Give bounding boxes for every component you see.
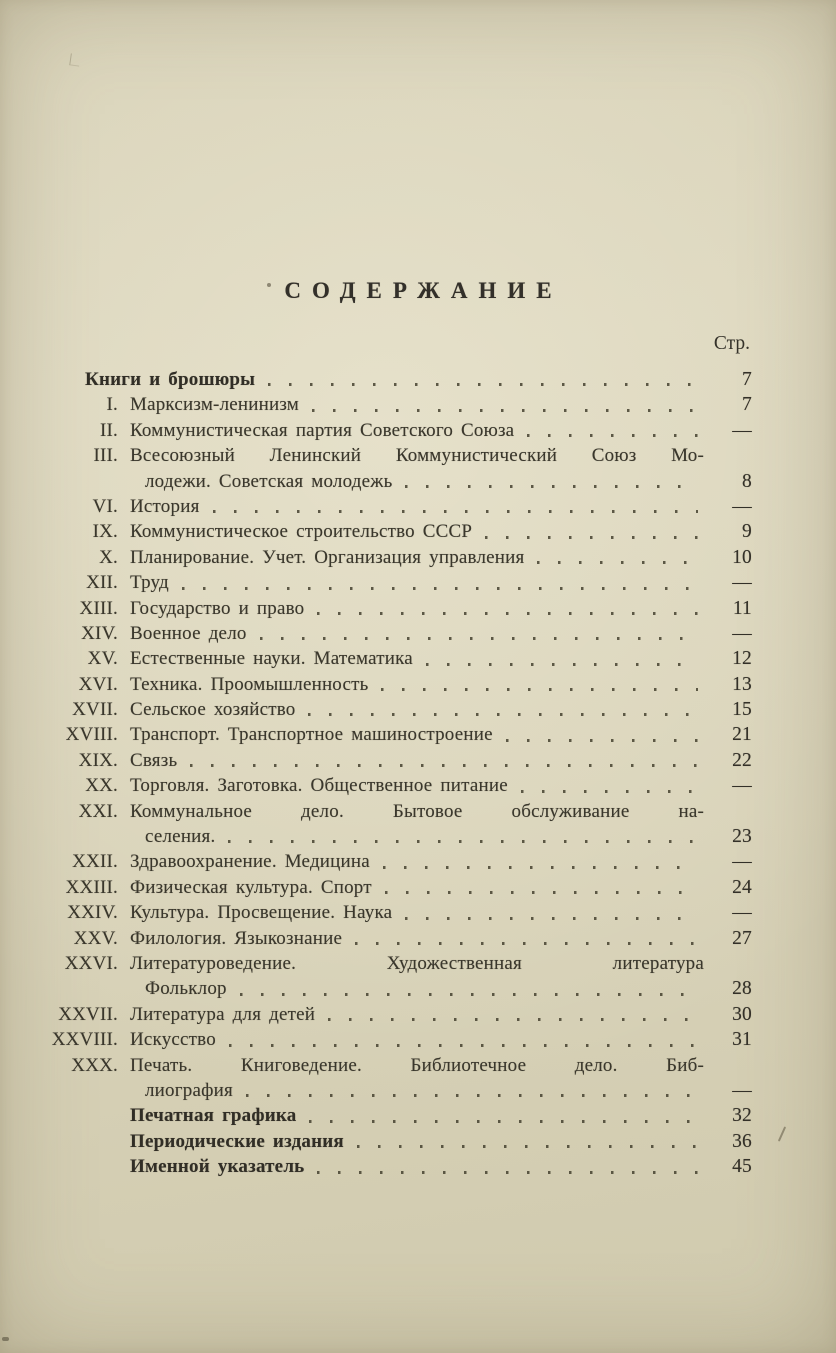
toc-roman-numeral: XX.: [85, 775, 118, 797]
toc-roman-numeral: XIX.: [78, 749, 118, 771]
dot-leader: [213, 510, 698, 513]
toc-entry-title: Коммунальное дело. Бытовое обслуживание на-: [130, 800, 704, 822]
toc-page-number: —: [732, 495, 752, 517]
toc-page-number: 30: [732, 1003, 752, 1025]
toc-roman-numeral: XXII.: [72, 851, 118, 873]
page-column-header: Стр.: [713, 333, 750, 354]
toc-page-number: 28: [732, 978, 752, 1000]
toc-roman-numeral: XXIV.: [67, 902, 118, 924]
toc-row: [43, 1002, 752, 1027]
dot-leader: [506, 739, 698, 742]
toc-row: [43, 570, 752, 595]
toc-page-number: 7: [742, 369, 752, 390]
toc-row: [43, 900, 752, 925]
page-title: СОДЕРЖАНИЕ: [284, 278, 563, 304]
toc-row: [43, 545, 752, 570]
dot-leader: [190, 764, 698, 767]
toc-entry-title: Торговля. Заготовка. Общественное питание: [130, 775, 508, 797]
dot-leader: [240, 993, 698, 996]
toc-row: [43, 443, 752, 468]
toc-entry-title: Всесоюзный Ленинский Коммунистический Союз Мо-: [130, 445, 704, 467]
toc-row: [43, 392, 752, 417]
scan-artifact-slash: [778, 1126, 786, 1141]
toc-page-number: —: [732, 572, 752, 594]
toc-roman-numeral: XIV.: [81, 622, 118, 644]
toc-page-number: 21: [732, 724, 752, 746]
toc-entry-title: лиография: [145, 1079, 233, 1101]
dot-leader: [317, 612, 698, 615]
dot-leader: [355, 942, 698, 945]
toc-page-number: 22: [732, 749, 752, 771]
toc-roman-numeral: I.: [106, 394, 118, 416]
dot-leader: [182, 587, 698, 590]
toc-row: [43, 1129, 752, 1154]
toc-roman-numeral: XXVIII.: [51, 1029, 118, 1051]
toc-page-number: 24: [732, 876, 752, 898]
dot-leader: [521, 790, 698, 793]
table-of-contents: [43, 367, 752, 1180]
toc-page-number: 8: [742, 470, 752, 492]
toc-roman-numeral: X.: [99, 546, 118, 568]
toc-entry-title: Марксизм-ленинизм: [130, 394, 300, 416]
dot-leader: [405, 917, 698, 920]
toc-roman-numeral: XVII.: [72, 699, 118, 721]
dot-leader: [527, 434, 698, 437]
toc-entry-title: Культура. Просвещение. Наука: [130, 902, 393, 924]
toc-entry-title: Связь: [130, 749, 178, 771]
toc-entry-title: Периодические издания: [130, 1130, 344, 1152]
toc-row: [43, 799, 752, 824]
toc-roman-numeral: XV.: [87, 648, 118, 670]
toc-entry-title: Коммунистическая партия Советского Союза: [130, 419, 515, 441]
toc-entry-title: Книги и брошюры: [85, 369, 256, 390]
toc-page-number: 36: [732, 1130, 752, 1152]
toc-page-number: 9: [742, 521, 752, 543]
toc-page-number: —: [732, 775, 752, 797]
dot-leader: [357, 1145, 698, 1148]
toc-row: [43, 773, 752, 798]
toc-entry-title: Здравоохранение. Медицина: [130, 851, 370, 873]
toc-entry-title: Транспорт. Транспортное машиностроение: [130, 724, 493, 746]
toc-entry-title: Литература для детей: [130, 1003, 316, 1025]
toc-entry-title: Филология. Языкознание: [130, 927, 343, 949]
toc-roman-numeral: XVIII.: [65, 724, 118, 746]
dot-leader: [328, 1018, 698, 1021]
toc-entry-title: Физическая культура. Спорт: [130, 876, 372, 898]
dot-leader: [381, 688, 698, 691]
dot-leader: [229, 1044, 698, 1047]
dot-leader: [260, 637, 698, 640]
toc-entry-title: Сельское хозяйство: [130, 699, 296, 721]
toc-entry-title: Военное дело: [130, 622, 247, 644]
toc-entry-title: Печатная графика: [130, 1105, 297, 1127]
dot-leader: [383, 866, 698, 869]
toc-entry-title: Именной указатель: [130, 1156, 305, 1178]
toc-row: [43, 646, 752, 671]
toc-page-number: 7: [742, 394, 752, 416]
toc-roman-numeral: XXX.: [71, 1054, 118, 1076]
toc-row: [43, 748, 752, 773]
dot-leader: [537, 561, 698, 564]
toc-page-number: 27: [732, 927, 752, 949]
toc-entry-title: Техника. Проомышленность: [130, 673, 369, 695]
toc-row: [43, 469, 752, 494]
toc-page-number: 31: [732, 1029, 752, 1051]
toc-entry-title: Печать. Книговедение. Библиотечное дело. Биб-: [130, 1054, 704, 1076]
toc-entry-title: Труд: [130, 572, 169, 594]
toc-row: [43, 367, 752, 392]
toc-row: [43, 418, 752, 443]
toc-roman-numeral: XIII.: [79, 597, 118, 619]
dot-leader: [309, 1120, 698, 1123]
toc-row: [43, 596, 752, 621]
toc-page-number: 12: [732, 648, 752, 670]
toc-page-number: —: [732, 902, 752, 924]
toc-row: [43, 1027, 752, 1052]
toc-roman-numeral: XXVI.: [64, 952, 118, 974]
scan-artifact-corner-mark: [69, 53, 81, 66]
toc-page-number: 11: [732, 597, 752, 619]
toc-entry-title: Планирование. Учет. Организация управления: [130, 546, 525, 568]
toc-page-number: 13: [732, 673, 752, 695]
toc-roman-numeral: XXI.: [78, 800, 118, 822]
toc-entry-title: селения.: [145, 826, 216, 848]
toc-row: [43, 849, 752, 874]
toc-page-number: —: [732, 419, 752, 441]
toc-page-number: 23: [732, 826, 752, 848]
toc-roman-numeral: IX.: [92, 521, 118, 543]
dot-leader: [426, 663, 698, 666]
dot-leader: [228, 840, 698, 843]
dot-leader: [268, 383, 698, 386]
toc-roman-numeral: XVI.: [78, 673, 118, 695]
toc-roman-numeral: XXVII.: [58, 1003, 118, 1025]
toc-roman-numeral: XII.: [86, 572, 118, 594]
toc-row: [43, 519, 752, 544]
toc-row: [43, 672, 752, 697]
toc-roman-numeral: II.: [99, 419, 118, 441]
toc-row: [43, 824, 752, 849]
toc-entry-title: Государство и право: [130, 597, 305, 619]
toc-row: [43, 951, 752, 976]
dot-leader: [246, 1094, 698, 1097]
toc-page-number: —: [732, 622, 752, 644]
dot-leader: [308, 713, 698, 716]
dot-leader: [312, 409, 698, 412]
dot-leader: [405, 485, 698, 488]
toc-row: [43, 722, 752, 747]
toc-row: [43, 621, 752, 646]
toc-entry-title: Фольклор: [145, 978, 227, 1000]
scan-artifact-speck: [2, 1337, 9, 1341]
toc-page-number: 32: [732, 1105, 752, 1127]
toc-entry-title: Литературоведение. Художественная литература: [130, 952, 704, 974]
toc-roman-numeral: VI.: [92, 495, 118, 517]
toc-page-number: 15: [732, 699, 752, 721]
toc-row: [43, 1078, 752, 1103]
toc-entry-title: Искусство: [130, 1029, 216, 1051]
toc-entry-title: Естественные науки. Математика: [130, 648, 413, 670]
toc-roman-numeral: XXV.: [73, 927, 118, 949]
toc-row: [43, 697, 752, 722]
dot-leader: [485, 536, 698, 539]
toc-row: [43, 494, 752, 519]
toc-entry-title: История: [130, 495, 200, 517]
toc-row: [43, 1053, 752, 1078]
toc-roman-numeral: III.: [93, 445, 118, 467]
toc-row: [43, 976, 752, 1001]
toc-row: [43, 926, 752, 951]
toc-row: [43, 1103, 752, 1128]
toc-entry-title: Коммунистическое строительство СССР: [130, 521, 473, 543]
dot-leader: [385, 891, 698, 894]
toc-roman-numeral: XXIII.: [65, 876, 118, 898]
toc-entry-title: лодежи. Советская молодежь: [145, 470, 393, 492]
dot-leader: [317, 1171, 698, 1174]
toc-row: [43, 875, 752, 900]
toc-row: [43, 1154, 752, 1179]
toc-page-number: 10: [732, 546, 752, 568]
toc-page-number: 45: [732, 1156, 752, 1178]
toc-page-number: —: [732, 851, 752, 873]
toc-page-number: —: [732, 1079, 752, 1101]
